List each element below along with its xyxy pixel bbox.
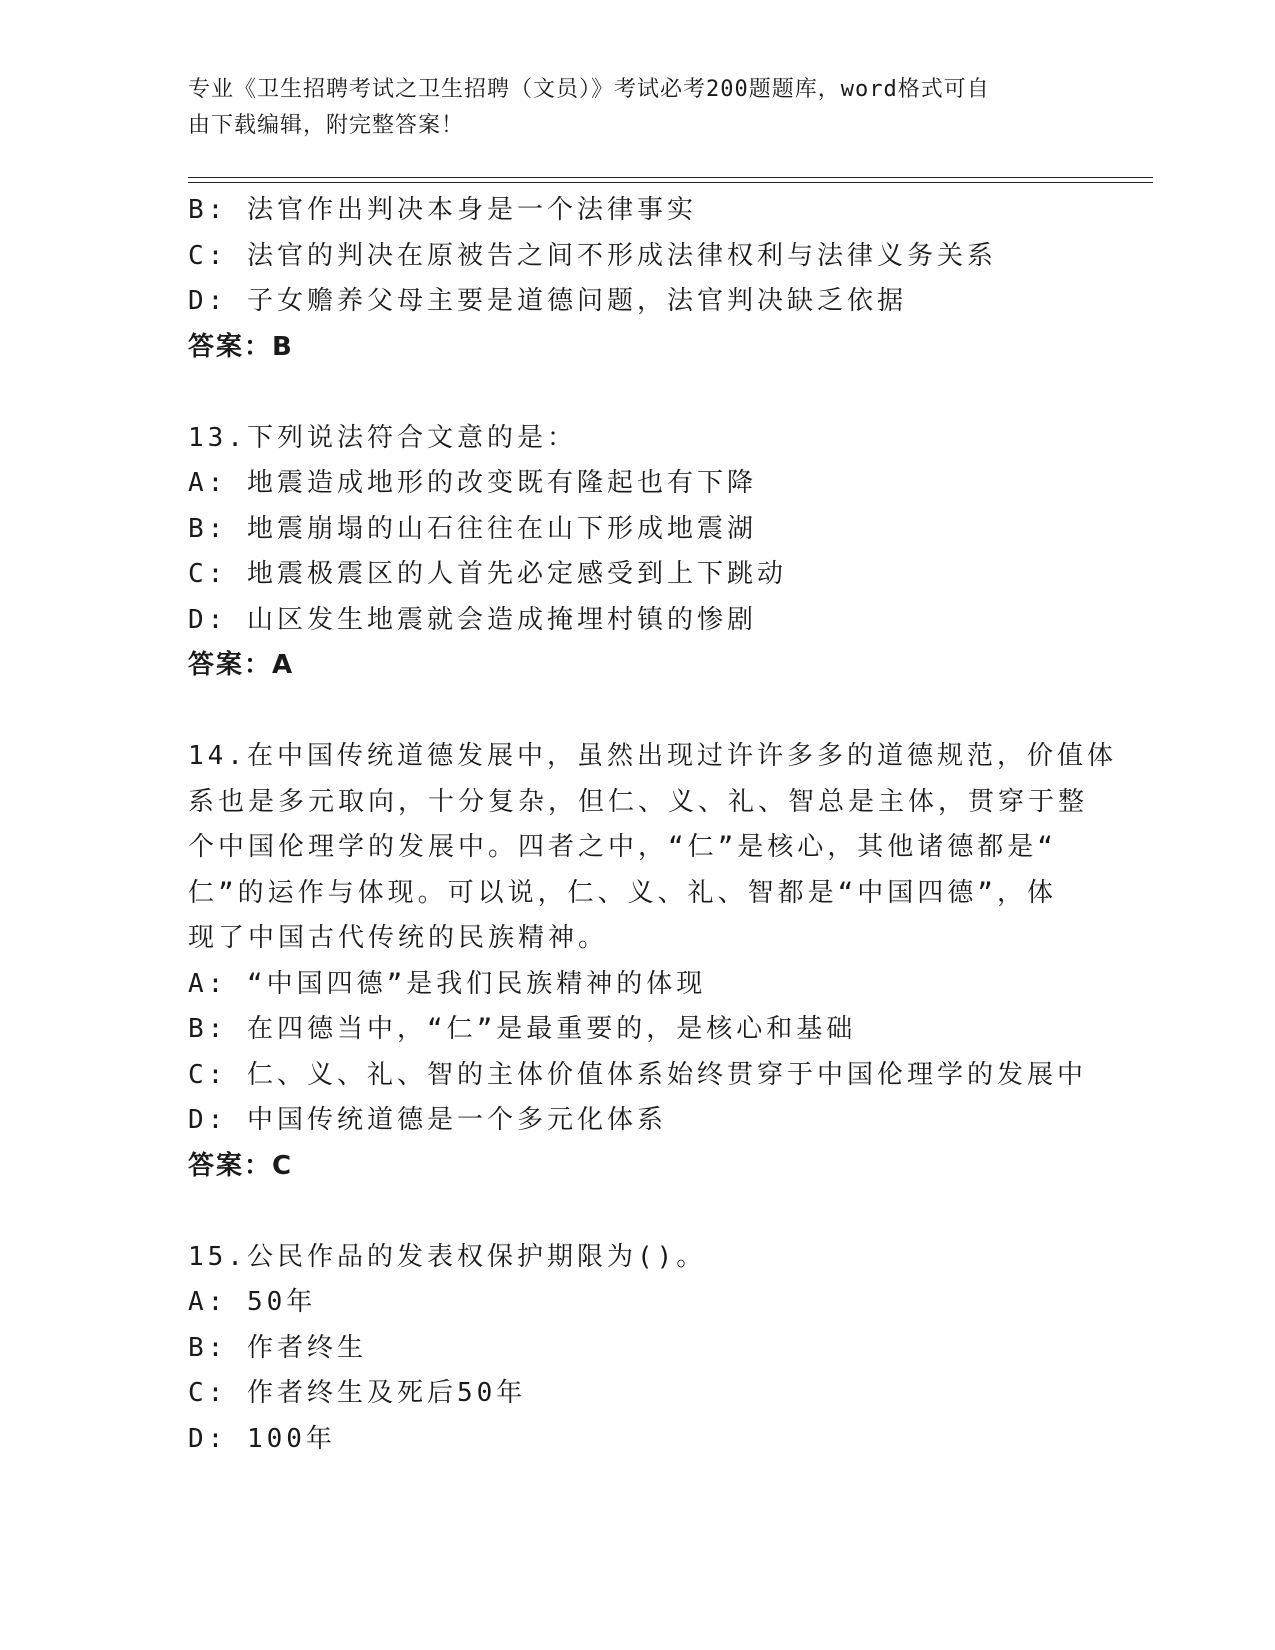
- question-13-block: [188, 416, 1088, 689]
- q13-option-a: A: 地震造成地形的改变既有隆起也有下降: [188, 468, 757, 498]
- question-14-block: [188, 734, 1117, 1189]
- q14-option-b: B: 在四德当中，“仁”是最重要的，是核心和基础: [188, 1014, 857, 1044]
- q15-option-c: C: 作者终生及死后50年: [188, 1378, 527, 1408]
- q15-option-a: A: 50年: [188, 1287, 317, 1317]
- q14-option-a: A: “中国四德”是我们民族精神的体现: [188, 968, 707, 999]
- q14-answer: 答案：C: [188, 1150, 294, 1181]
- q14-question-line-3: 个中国伦理学的发展中。四者之中，“仁”是核心，其他诸德都是“: [188, 832, 1057, 862]
- question-12-block: [188, 188, 1088, 370]
- q14-question-line-1: 14.在中国传统道德发展中，虽然出现过许许多多的道德规范，价值体: [188, 741, 1117, 771]
- q13-question: 13.下列说法符合文意的是：: [188, 422, 577, 453]
- q13-option-c: C: 地震极震区的人首先必定感受到上下跳动: [188, 559, 787, 589]
- q14-question-line-4: 仁”的运作与体现。可以说，仁、义、礼、智都是“中国四德”，体: [188, 877, 1057, 908]
- q12-option-d: D: 子女赡养父母主要是道德问题，法官判决缺乏依据: [188, 286, 907, 316]
- q14-option-d: D: 中国传统道德是一个多元化体系: [188, 1105, 667, 1135]
- header-line-1: 专业《卫生招聘考试之卫生招聘（文员）》考试必考200题题库，word格式可自: [188, 77, 990, 102]
- header-rule-top: [188, 177, 1153, 178]
- q12-option-c: C: 法官的判决在原被告之间不形成法律权利与法律义务关系: [188, 240, 997, 271]
- header-line-2: 由下载编辑，附完整答案！: [188, 113, 465, 138]
- q13-answer: 答案：A: [188, 650, 295, 680]
- document-header: [188, 72, 1068, 144]
- q13-option-d: D: 山区发生地震就会造成掩埋村镇的惨剧: [188, 604, 757, 635]
- q14-question-line-5: 现了中国古代传统的民族精神。: [188, 923, 609, 953]
- q15-option-d: D: 100年: [188, 1423, 336, 1454]
- q13-option-b: B: 地震崩塌的山石往往在山下形成地震湖: [188, 513, 757, 544]
- header-rule-bottom: [188, 182, 1153, 183]
- q15-question: 15.公民作品的发表权保护期限为()。: [188, 1241, 707, 1272]
- q12-option-b: B: 法官作出判决本身是一个法律事实: [188, 195, 697, 225]
- q14-question-line-2: 系也是多元取向，十分复杂，但仁、义、礼、智总是主体，贯穿于整: [188, 786, 1089, 817]
- q12-answer: 答案：B: [188, 331, 294, 362]
- q14-option-c: C: 仁、义、礼、智的主体价值体系始终贯穿于中国伦理学的发展中: [188, 1059, 1087, 1090]
- q15-option-b: B: 作者终生: [188, 1332, 367, 1363]
- question-content: [188, 188, 1117, 1462]
- question-15-block: [188, 1235, 1088, 1463]
